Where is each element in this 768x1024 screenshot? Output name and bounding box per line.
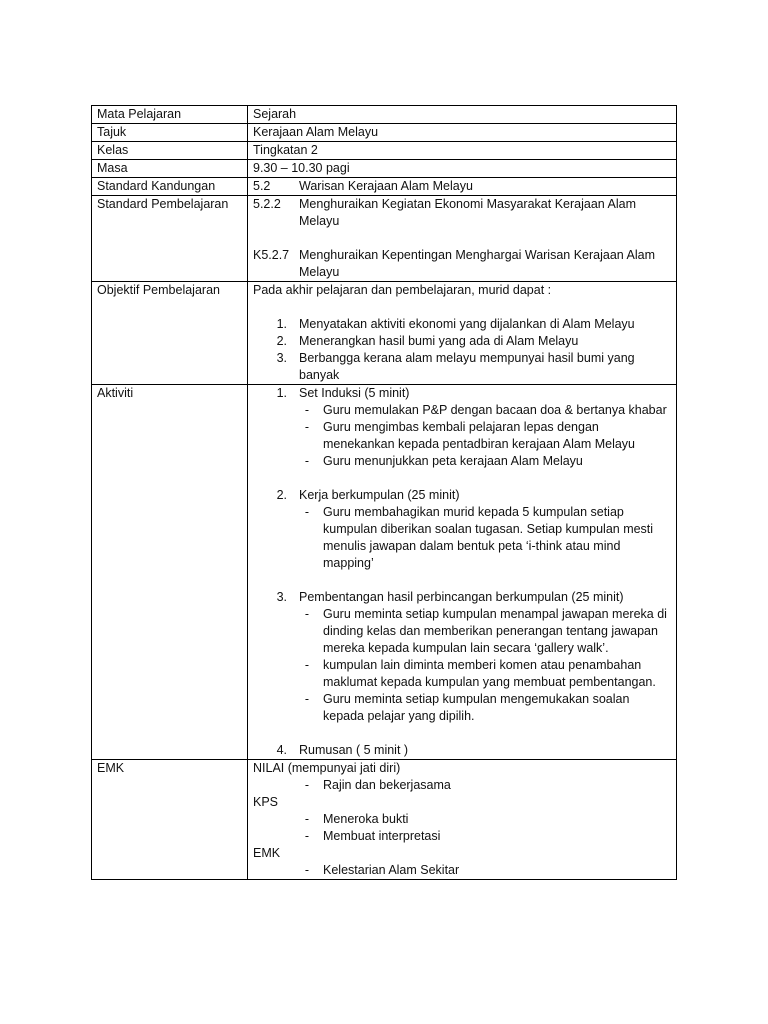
item-text: Meneroka bukti [323,812,409,826]
step-points [253,606,671,725]
list-item [253,350,671,384]
point-text: kumpulan lain diminta memberi komen atau penambahan maklumat kepada kumpulan yang membuat pembentangan. [323,658,656,689]
aktiviti-step [253,589,671,606]
step-points [253,402,671,470]
label-emk: EMK [92,760,248,880]
row-aktiviti [92,385,677,760]
label-aktiviti: Aktiviti [92,385,248,760]
step-title: Pembentangan hasil perbincangan berkumpulan (25 minit) [299,590,624,604]
list-item [253,453,671,470]
step-title: Set Induksi (5 minit) [299,386,410,400]
dash-bullet: - [304,454,309,468]
row-standard-kandungan [92,178,677,196]
item-text: Menyatakan aktiviti ekonomi yang dijalankan di Alam Melayu [299,317,635,331]
value-emk [248,760,677,880]
dash-bullet: - [304,607,309,621]
label-tajuk: Tajuk [92,124,248,142]
dash-bullet: - [304,829,309,843]
label-mata-pelajaran: Mata Pelajaran [92,106,248,124]
sp-code: K5.2.7 [253,248,290,262]
value-objektif [248,282,677,385]
value-masa: 9.30 – 10.30 pagi [248,160,677,178]
dash-bullet: - [304,778,309,792]
dash-bullet: - [304,692,309,706]
step-title: Kerja berkumpulan (25 minit) [299,488,460,502]
sk-text: Warisan Kerajaan Alam Melayu [299,179,473,193]
point-text: Guru meminta setiap kumpulan menampal jawapan mereka di dinding kelas dan memberikan penerangan tentang jawapan mereka kepada kumpulan lain secara ‘gallery walk’. [323,607,667,655]
label-standard-kandungan: Standard Kandungan [92,178,248,196]
row-objektif [92,282,677,385]
item-number: 2. [276,334,287,348]
step-number: 3. [276,590,287,604]
list-item [253,777,671,794]
row-kelas [92,142,677,160]
row-standard-pembelajaran [92,196,677,282]
list-item [253,691,671,725]
step-title: Rumusan ( 5 minit ) [299,743,409,757]
aktiviti-step [253,385,671,402]
value-aktiviti [248,385,677,760]
list-item [253,419,671,453]
item-text: Kelestarian Alam Sekitar [323,863,460,877]
label-kelas: Kelas [92,142,248,160]
nilai-heading: NILAI (mempunyai jati diri) [253,761,401,775]
list-item [253,828,671,845]
sp-text: Menghuraikan Kepentingan Menghargai Warisan Kerajaan Alam Melayu [299,248,656,279]
sp-item [253,196,671,230]
list-item [253,862,671,879]
step-number: 2. [276,488,287,502]
dash-bullet: - [304,420,309,434]
item-text: Rajin dan bekerjasama [323,778,451,792]
step-number: 1. [276,386,287,400]
step-points [253,504,671,572]
aktiviti-step [253,742,671,759]
kps-heading: KPS [253,795,279,809]
list-item [253,606,671,657]
value-tajuk: Kerajaan Alam Melayu [248,124,677,142]
objektif-intro: Pada akhir pelajaran dan pembelajaran, murid dapat : [253,283,552,297]
list-item [253,657,671,691]
label-objektif: Objektif Pembelajaran [92,282,248,385]
row-masa [92,160,677,178]
item-number: 3. [276,351,287,365]
dash-bullet: - [304,403,309,417]
item-text: Berbangga kerana alam melayu mempunyai hasil bumi yang banyak [299,351,635,382]
point-text: Guru membahagikan murid kepada 5 kumpulan setiap kumpulan diberikan soalan tugasan. Setiap kumpulan mesti menulis jawapan dalam bentuk peta ‘i-think atau mind mapping’ [323,505,654,570]
list-item [253,504,671,572]
lesson-plan-table [91,105,677,880]
item-text: Membuat interpretasi [323,829,441,843]
sp-code: 5.2.2 [253,197,281,211]
item-number: 1. [276,317,287,331]
point-text: Guru meminta setiap kumpulan mengemukakan soalan kepada pelajar yang dipilih. [323,692,630,723]
sp-item [253,247,671,281]
list-item [253,333,671,350]
row-tajuk [92,124,677,142]
list-item [253,811,671,828]
point-text: Guru memulakan P&P dengan bacaan doa & bertanya khabar [323,403,667,417]
label-masa: Masa [92,160,248,178]
dash-bullet: - [304,505,309,519]
dash-bullet: - [304,812,309,826]
list-item [253,402,671,419]
point-text: Guru mengimbas kembali pelajaran lepas dengan menekankan kepada pentadbiran kerajaan Alam Melayu [323,420,636,451]
point-text: Guru menunjukkan peta kerajaan Alam Melayu [323,454,583,468]
objektif-list [253,316,671,384]
value-standard-kandungan [248,178,677,196]
list-item [253,316,671,333]
row-mata-pelajaran [92,106,677,124]
row-emk [92,760,677,880]
label-standard-pembelajaran: Standard Pembelajaran [92,196,248,282]
emk-heading: EMK [253,846,281,860]
dash-bullet: - [304,658,309,672]
value-standard-pembelajaran [248,196,677,282]
step-number: 4. [276,743,287,757]
sk-code: 5.2 [253,179,271,193]
value-mata-pelajaran: Sejarah [248,106,677,124]
value-kelas: Tingkatan 2 [248,142,677,160]
item-text: Menerangkan hasil bumi yang ada di Alam Melayu [299,334,579,348]
dash-bullet: - [304,863,309,877]
sp-text: Menghuraikan Kegiatan Ekonomi Masyarakat Kerajaan Alam Melayu [299,197,636,228]
aktiviti-step [253,487,671,504]
